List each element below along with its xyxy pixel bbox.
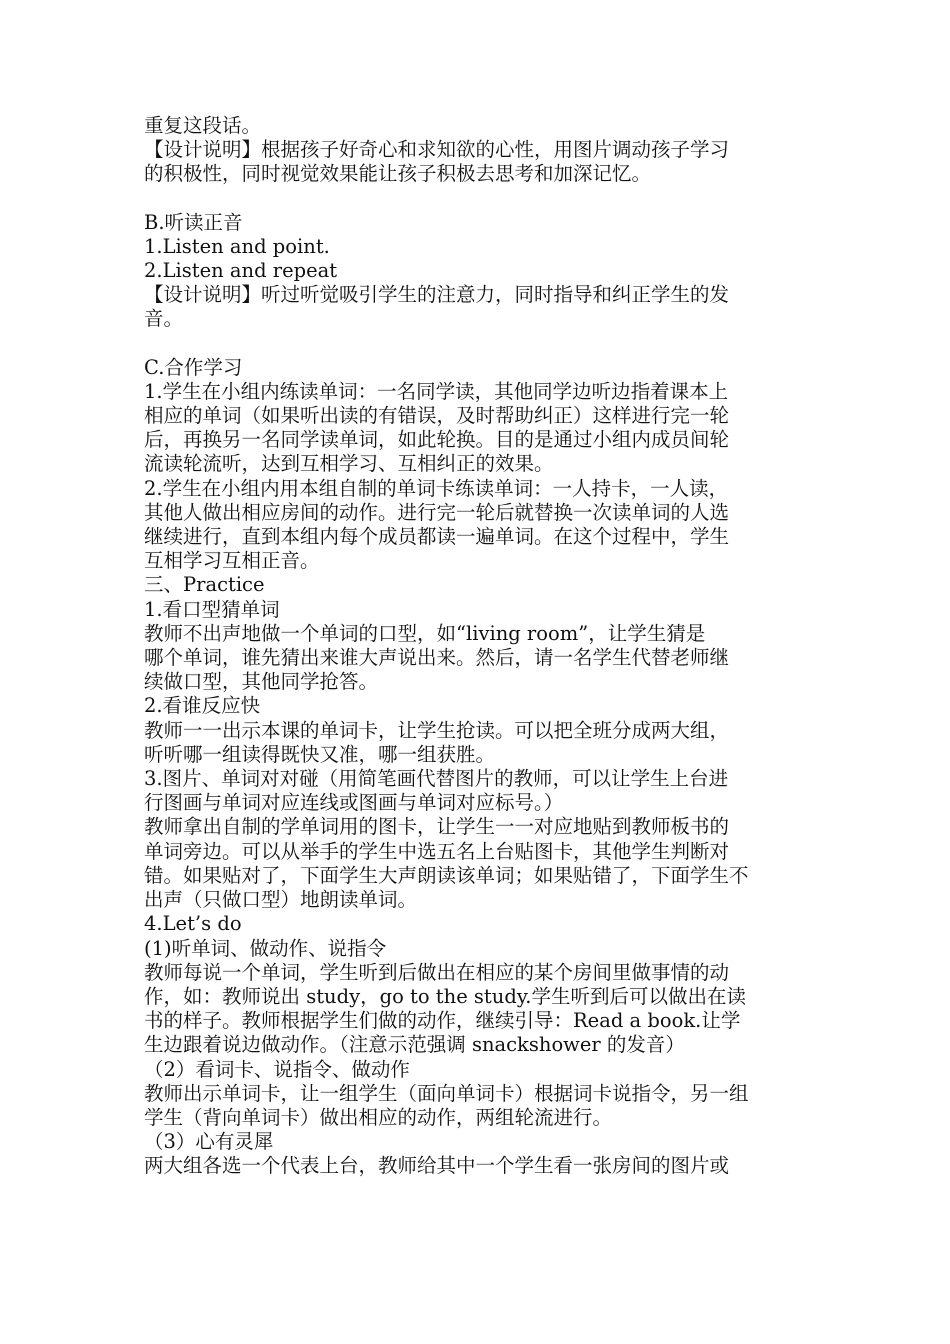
text-line: 互相学习互相正音。 — [144, 549, 320, 573]
text-line: 【设计说明】根据孩子好奇心和求知欲的心性，用图片调动孩子学习 — [144, 138, 730, 162]
text-line: 的积极性，同时视觉效果能让孩子积极去思考和加深记忆。 — [144, 162, 652, 186]
text-line: 书的样子。教师根据学生们做的动作，继续引导：Read a book.让学 — [144, 1009, 741, 1033]
text-line: (1)听单词、做动作、说指令 — [144, 936, 387, 960]
text-line: 续做口型，其他同学抢答。 — [144, 670, 379, 694]
text-line: 继续进行，直到本组内每个成员都读一遍单词。在这个过程中，学生 — [144, 525, 730, 549]
text-line: 听听哪一组读得既快又准，哪一组获胜。 — [144, 742, 496, 766]
text-line: 2.看谁反应快 — [144, 694, 261, 718]
text-line: 三、Practice — [144, 573, 265, 597]
text-line: 2.Listen and repeat — [144, 259, 338, 283]
text-line: 相应的单词（如果听出读的有错误，及时帮助纠正）这样进行完一轮 — [144, 404, 730, 428]
text-line: 作，如：教师说出 study，go to the study.学生听到后可以做出在读 — [144, 984, 746, 1008]
text-line: 3.图片、单词对对碰（用简笔画代替图片的教师，可以让学生上台进 — [144, 767, 729, 791]
text-line: 哪个单词，谁先猜出来谁大声说出来。然后，请一名学生代替老师继 — [144, 646, 730, 670]
text-line: 【设计说明】听过听觉吸引学生的注意力，同时指导和纠正学生的发 — [144, 283, 730, 307]
text-line: B.听读正音 — [144, 210, 243, 234]
text-line: 错。如果贴对了，下面学生大声朗读该单词；如果贴错了，下面学生不 — [144, 863, 749, 887]
text-line: 1.学生在小组内练读单词：一名同学读，其他同学边听边指着课本上 — [144, 379, 729, 403]
document-body — [144, 114, 814, 1179]
text-line: 2.学生在小组内用本组自制的单词卡练读单词：一人持卡，一人读， — [144, 476, 729, 500]
text-line: 4.Let’s do — [144, 912, 242, 936]
text-line: （2）看词卡、说指令、做动作 — [144, 1057, 410, 1081]
blank-line — [144, 332, 814, 356]
text-line: 后，再换另一名同学读单词，如此轮换。目的是通过小组内成员间轮 — [144, 428, 730, 452]
text-line: 流读轮流听，达到互相学习、互相纠正的效果。 — [144, 452, 554, 476]
text-line: 1.看口型猜单词 — [144, 597, 280, 621]
text-line: 出声（只做口型）地朗读单词。 — [144, 888, 418, 912]
text-line: 教师出示单词卡，让一组学生（面向单词卡）根据词卡说指令，另一组 — [144, 1081, 749, 1105]
text-line: 两大组各选一个代表上台，教师给其中一个学生看一张房间的图片或 — [144, 1154, 730, 1178]
text-line: 重复这段话。 — [144, 114, 262, 137]
text-line: 教师每说一个单词，学生听到后做出在相应的某个房间里做事情的动 — [144, 960, 730, 984]
text-line: 教师一一出示本课的单词卡，让学生抢读。可以把全班分成两大组， — [144, 718, 730, 742]
text-line: 教师拿出自制的学单词用的图卡，让学生一一对应地贴到教师板书的 — [144, 815, 730, 839]
text-line: 单词旁边。可以从举手的学生中选五名上台贴图卡，其他学生判断对 — [144, 839, 730, 863]
text-line: 1.Listen and point. — [144, 234, 330, 258]
text-line: 生边跟着说边做动作。（注意示范强调 snackshower 的发音） — [144, 1033, 685, 1057]
text-line: 音。 — [144, 307, 184, 331]
text-line: 其他人做出相应房间的动作。进行完一轮后就替换一次读单词的人选 — [144, 500, 730, 524]
text-line: （3）心有灵犀 — [144, 1130, 274, 1154]
text-line: 行图画与单词对应连线或图画与单词对应标号。） — [144, 791, 564, 815]
text-line: 教师不出声地做一个单词的口型，如“living room”，让学生猜是 — [144, 621, 706, 645]
text-line: C.合作学习 — [144, 355, 243, 379]
text-line: 学生（背向单词卡）做出相应的动作，两组轮流进行。 — [144, 1105, 613, 1129]
blank-line — [144, 187, 814, 211]
